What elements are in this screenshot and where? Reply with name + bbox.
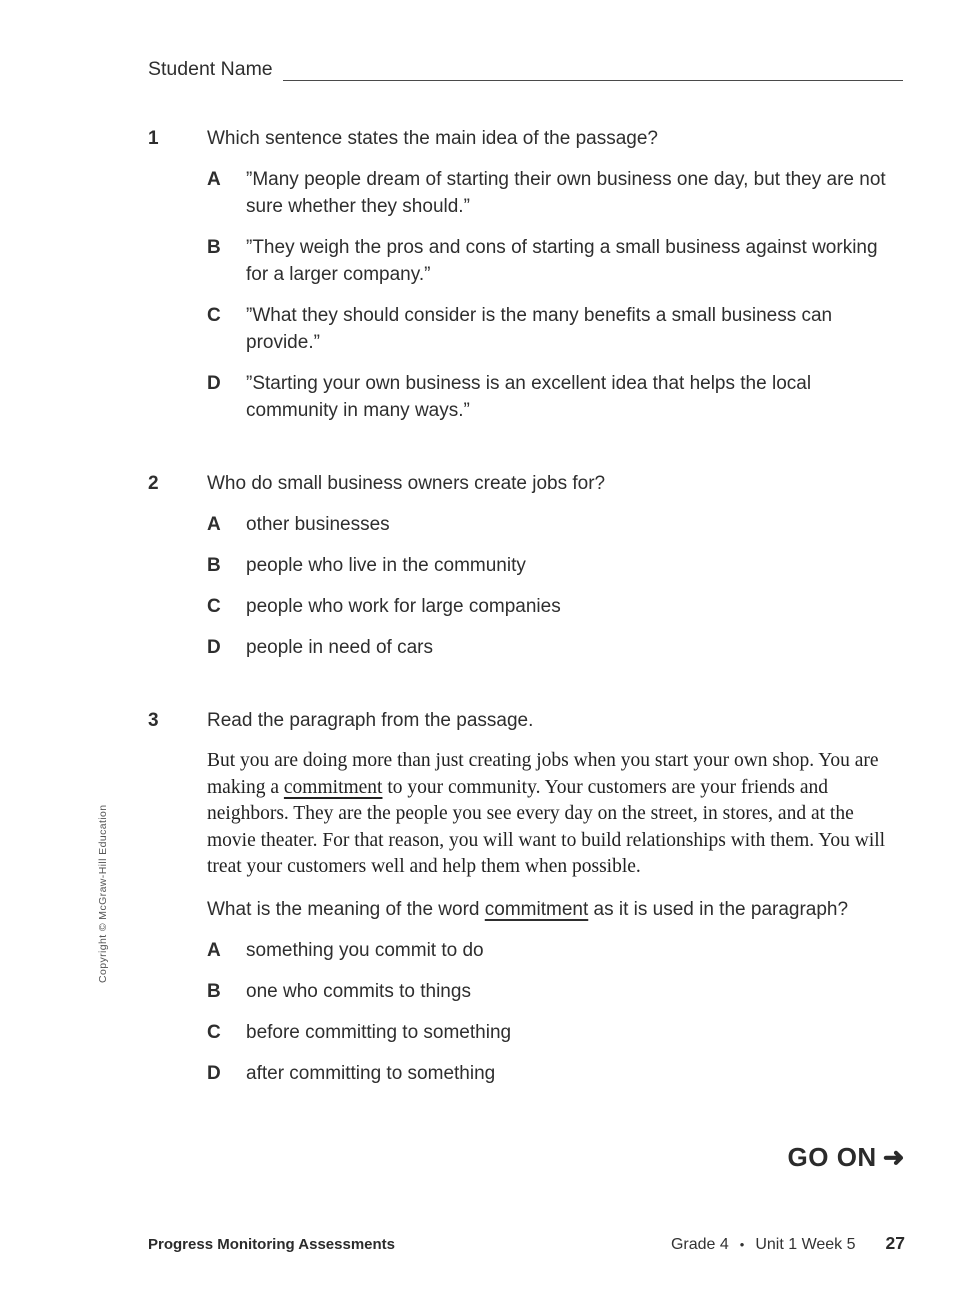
question-3-sub-prompt xyxy=(207,896,903,923)
choice-letter: C xyxy=(207,305,221,326)
question-3-choice-a xyxy=(207,937,903,964)
footer-page-number: 27 xyxy=(885,1233,905,1253)
choice-letter: C xyxy=(207,596,221,617)
choice-text: people who work for large companies xyxy=(246,596,561,617)
question-2-number: 2 xyxy=(148,473,159,494)
question-3-choice-b xyxy=(207,978,903,1005)
choice-text: ”Starting your own business is an excellent idea that helps the local community in many ways.” xyxy=(246,373,812,421)
go-on-indicator xyxy=(788,1142,905,1173)
question-1 xyxy=(148,125,903,424)
question-1-choice-a xyxy=(207,166,903,220)
choice-text: ”Many people dream of starting their own business one day, but they are not sure whether they should.” xyxy=(246,169,886,217)
footer-meta xyxy=(671,1233,905,1254)
choice-text: people who live in the community xyxy=(246,555,526,576)
choice-text: after committing to something xyxy=(246,1062,496,1084)
copyright-sidebar-text: Copyright © McGraw-Hill Education xyxy=(97,804,109,983)
sub-prompt-text: What is the meaning of the word xyxy=(207,898,485,920)
question-1-choice-d xyxy=(207,370,903,424)
choice-text: other businesses xyxy=(246,514,390,535)
choice-text: one who commits to things xyxy=(246,980,471,1002)
choice-letter: D xyxy=(207,637,221,658)
go-on-arrow-icon: ➜ xyxy=(882,1142,905,1172)
sub-prompt-underlined-word: commitment xyxy=(484,898,589,920)
question-2-choice-b xyxy=(207,552,903,579)
student-name-row xyxy=(148,55,903,81)
question-2-prompt: Who do small business owners create jobs for? xyxy=(207,473,606,494)
question-3 xyxy=(148,707,903,1087)
choice-letter: B xyxy=(207,555,221,576)
footer-title: Progress Monitoring Assessments xyxy=(148,1236,396,1253)
go-on-label: GO ON xyxy=(787,1142,877,1172)
choice-letter: A xyxy=(207,169,221,190)
student-name-blank-line xyxy=(283,59,903,81)
question-2-choice-a xyxy=(207,511,903,538)
choice-letter: B xyxy=(207,980,221,1002)
choice-text: ”What they should consider is the many benefits a small business can provide.” xyxy=(246,305,833,353)
passage-underlined-word: commitment xyxy=(283,776,383,798)
passage-text: But you are doing more than just creating jobs when you start your own shop. You are making a xyxy=(207,750,879,798)
student-name-label: Student Name xyxy=(148,58,273,80)
choice-letter: A xyxy=(207,514,221,535)
page-footer xyxy=(148,1233,905,1254)
choice-text: ”They weigh the pros and cons of starting a small business against working for a larger company.” xyxy=(246,237,878,285)
choice-text: something you commit to do xyxy=(246,939,484,961)
choice-text: before committing to something xyxy=(246,1021,512,1043)
choice-letter: B xyxy=(207,237,221,258)
footer-separator-dot: • xyxy=(739,1237,745,1252)
question-1-prompt: Which sentence states the main idea of the passage? xyxy=(207,128,658,149)
choice-letter: D xyxy=(207,373,221,394)
question-1-choice-b xyxy=(207,234,903,288)
page-content xyxy=(148,55,903,1087)
question-3-choice-d xyxy=(207,1060,903,1087)
question-2-choice-c xyxy=(207,593,903,620)
question-2 xyxy=(148,470,903,661)
question-3-prompt: Read the paragraph from the passage. xyxy=(207,710,534,731)
question-3-passage xyxy=(207,748,903,881)
question-1-number: 1 xyxy=(148,128,159,149)
footer-unit: Unit 1 Week 5 xyxy=(755,1236,856,1253)
footer-grade: Grade 4 xyxy=(670,1236,729,1253)
question-3-number: 3 xyxy=(148,710,159,731)
question-1-choice-c xyxy=(207,302,903,356)
choice-letter: D xyxy=(207,1062,221,1084)
passage-text: to your community. Your customers are your friends and neighbors. They are the people you see every day on the street, in stores, and at the movie theater. For that reason, you will want to build relationships with them. You will treat your customers well and help them when possible. xyxy=(207,776,886,877)
question-2-choice-d xyxy=(207,634,903,661)
choice-letter: C xyxy=(207,1021,221,1043)
choice-letter: A xyxy=(207,939,221,961)
sub-prompt-text: as it is used in the paragraph? xyxy=(588,898,849,920)
question-3-choice-c xyxy=(207,1019,903,1046)
choice-text: people in need of cars xyxy=(246,637,433,658)
